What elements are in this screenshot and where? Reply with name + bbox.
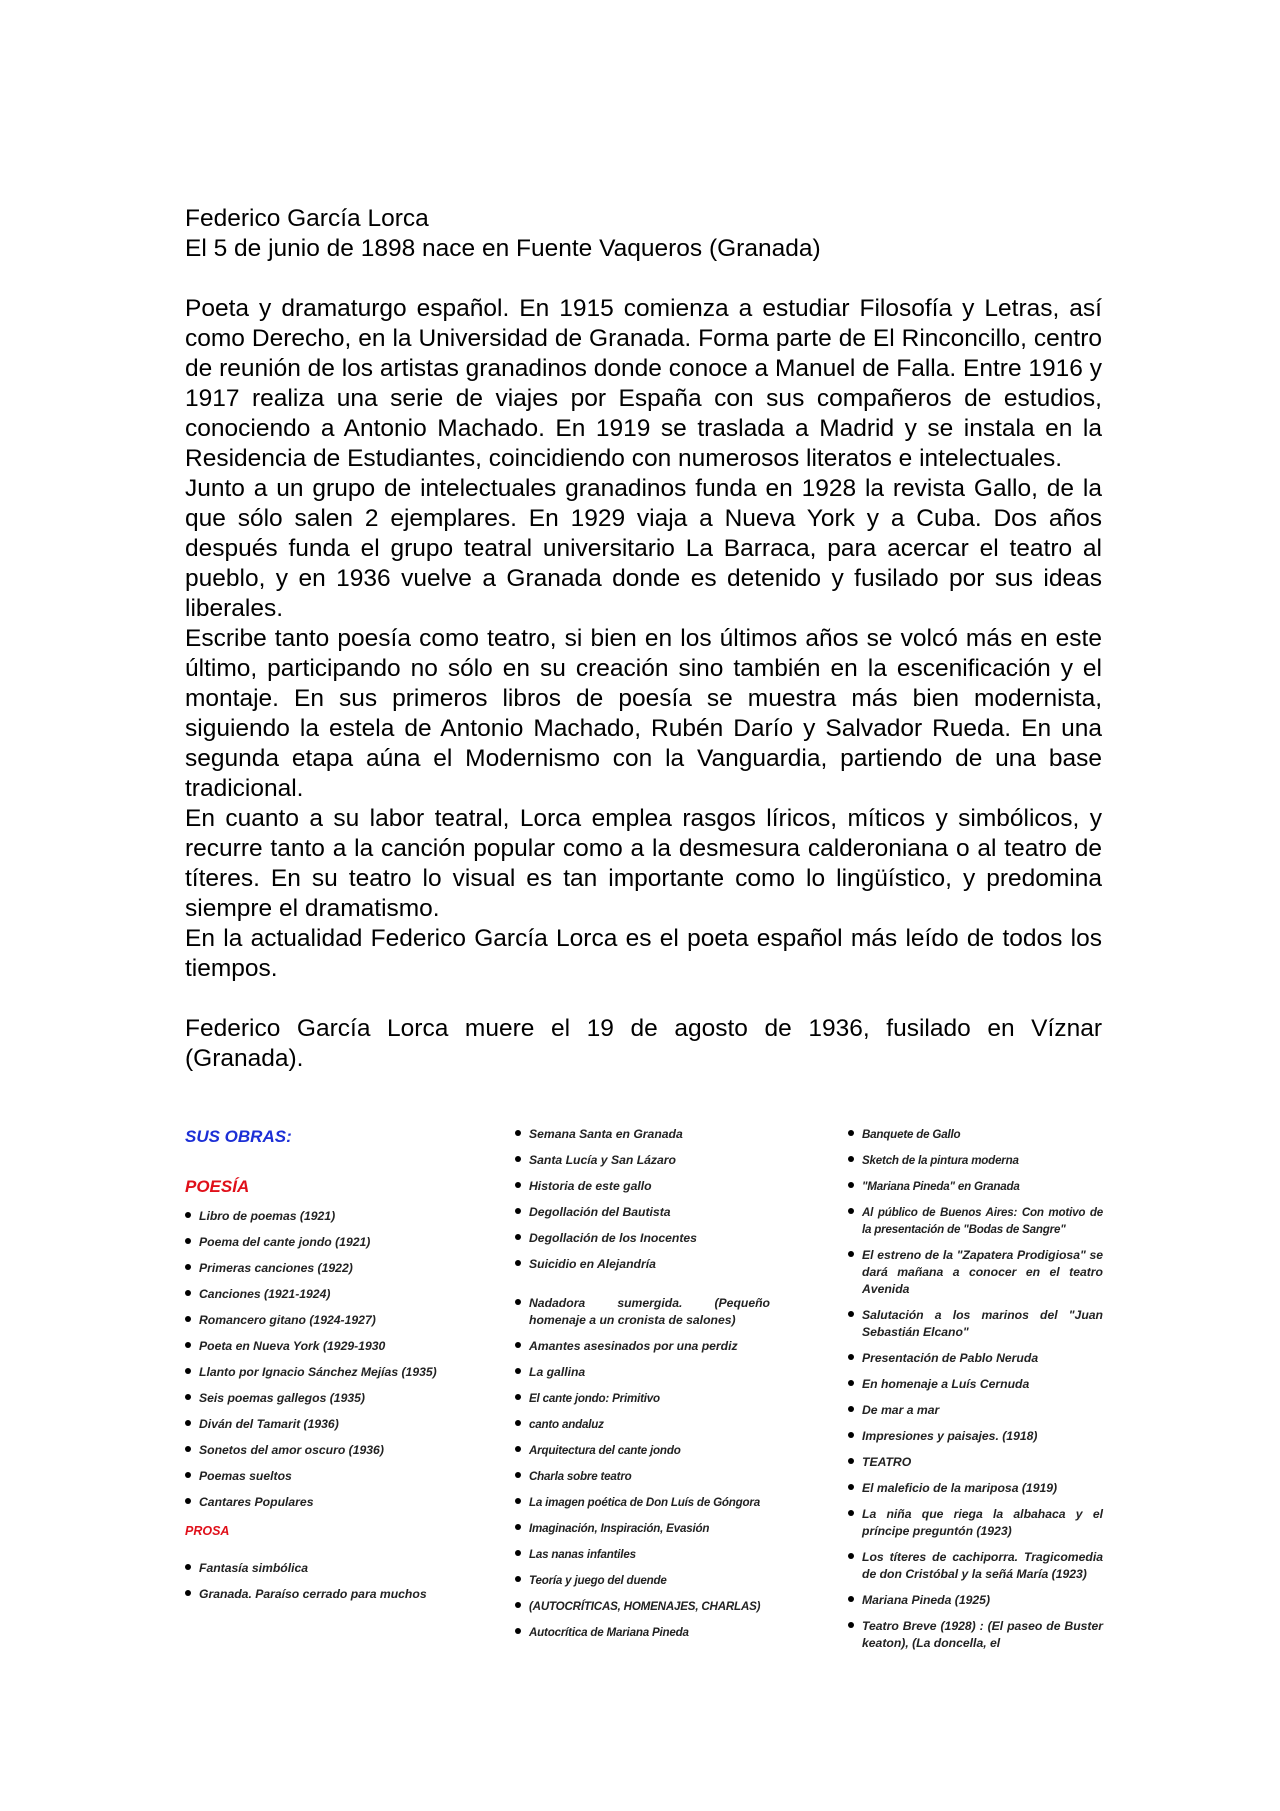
list-item: Arquitectura del cante jondo: [515, 1442, 770, 1459]
list-item: Sketch de la pintura moderna: [848, 1152, 1103, 1169]
list-item: Amantes asesinados por una perdiz: [515, 1338, 770, 1355]
list-item: La gallina: [515, 1364, 770, 1381]
list-item: La niña que riega la albahaca y el príncipe preguntón (1923): [848, 1506, 1103, 1540]
list-item: Primeras canciones (1922): [185, 1260, 440, 1277]
list-item: Libro de poemas (1921): [185, 1208, 440, 1225]
list-item: Las nanas infantiles: [515, 1546, 770, 1563]
list-item: Romancero gitano (1924-1927): [185, 1312, 440, 1329]
list-item: Santa Lucía y San Lázaro: [515, 1152, 770, 1169]
list-item: El estreno de la "Zapatera Prodigiosa" se dará mañana a conocer en el teatro Avenida: [848, 1247, 1103, 1298]
list-item: Imaginación, Inspiración, Evasión: [515, 1520, 770, 1537]
list-item: Banquete de Gallo: [848, 1126, 1103, 1143]
list-item: Fantasía simbólica: [185, 1560, 440, 1577]
list-item: Los títeres de cachiporra. Tragicomedia de don Cristóbal y la señá María (1923): [848, 1549, 1103, 1583]
death-line: Federico García Lorca muere el 19 de agosto de 1936, fusilado en Víznar (Granada).: [185, 1015, 1102, 1072]
list-item: De mar a mar: [848, 1402, 1103, 1419]
poesia-list: [185, 1208, 440, 1511]
paragraph: En la actualidad Federico García Lorca es el poeta español más leído de todos los tiempos.: [185, 925, 1102, 982]
works-column-2: [515, 1126, 770, 1650]
list-item: (AUTOCRÍTICAS, HOMENAJES, CHARLAS): [515, 1598, 770, 1615]
works-list-2: [515, 1126, 770, 1641]
list-item: Semana Santa en Granada: [515, 1126, 770, 1143]
prosa-list: [185, 1560, 440, 1603]
document-title: Federico García Lorca: [185, 205, 429, 232]
list-item: "Mariana Pineda" en Granada: [848, 1178, 1103, 1195]
list-item: Degollación del Bautista: [515, 1204, 770, 1221]
list-item: Llanto por Ignacio Sánchez Mejías (1935): [185, 1364, 440, 1381]
list-item: Diván del Tamarit (1936): [185, 1416, 440, 1433]
list-item: Degollación de los Inocentes: [515, 1230, 770, 1247]
biography-text: [185, 204, 1102, 1074]
paragraph: Poeta y dramaturgo español. En 1915 comienza a estudiar Filosofía y Letras, así como Derecho, en la Universidad de Granada. Forma parte de El Rinconcillo, centro de reunión de los artistas granadinos donde conoce a Manuel de Falla. Entre 1916 y 1917 realiza una serie de viajes por España con sus compañeros de estudios, conociendo a Antonio Machado. En 1919 se traslada a Madrid y se instala en la Residencia de Estudiantes, coincidiendo con numerosos literatos e intelectuales.: [185, 295, 1102, 472]
list-item: Mariana Pineda (1925): [848, 1592, 1103, 1609]
list-item: Poemas sueltos: [185, 1468, 440, 1485]
list-item: El cante jondo: Primitivo: [515, 1390, 770, 1407]
poesia-heading: POESÍA: [185, 1177, 250, 1196]
spacer: [185, 984, 1102, 1014]
list-item: Autocrítica de Mariana Pineda: [515, 1624, 770, 1641]
works-list-3: [848, 1126, 1103, 1652]
paragraph: En cuanto a su labor teatral, Lorca emplea rasgos líricos, míticos y simbólicos, y recurre tanto a la canción popular como a la desmesura calderoniana o al teatro de títeres. En su teatro lo visual es tan importante como lo lingüístico, y predomina siempre el dramatismo.: [185, 805, 1102, 922]
list-item: Canciones (1921-1924): [185, 1286, 440, 1303]
birth-line: El 5 de junio de 1898 nace en Fuente Vaqueros (Granada): [185, 235, 821, 262]
list-item: Granada. Paraíso cerrado para muchos: [185, 1586, 440, 1603]
list-item: Historia de este gallo: [515, 1178, 770, 1195]
paragraph: Junto a un grupo de intelectuales granadinos funda en 1928 la revista Gallo, de la que sólo salen 2 ejemplares. En 1929 viaja a Nueva York y a Cuba. Dos años después funda el grupo teatral universitario La Barraca, para acercar el teatro al pueblo, y en 1936 vuelve a Granada donde es detenido y fusilado por sus ideas liberales.: [185, 475, 1102, 622]
list-item: La imagen poética de Don Luís de Góngora: [515, 1494, 770, 1511]
paragraph: Escribe tanto poesía como teatro, si bien en los últimos años se volcó más en este último, participando no sólo en su creación sino también en la escenificación y el montaje. En sus primeros libros de poesía se muestra más bien modernista, siguiendo la estela de Antonio Machado, Rubén Darío y Salvador Rueda. En una segunda etapa aúna el Modernismo con la Vanguardia, partiendo de una base tradicional.: [185, 625, 1102, 802]
list-item: Poema del cante jondo (1921): [185, 1234, 440, 1251]
list-item: Seis poemas gallegos (1935): [185, 1390, 440, 1407]
list-item: TEATRO: [848, 1454, 1103, 1471]
list-item: Teatro Breve (1928) : (El paseo de Buster keaton), (La doncella, el: [848, 1618, 1103, 1652]
list-item: Presentación de Pablo Neruda: [848, 1350, 1103, 1367]
prosa-heading: PROSA: [185, 1524, 230, 1538]
list-item: canto andaluz: [515, 1416, 770, 1433]
list-item: Cantares Populares: [185, 1494, 440, 1511]
list-item: Suicidio en Alejandría: [515, 1256, 770, 1273]
list-item: Charla sobre teatro: [515, 1468, 770, 1485]
list-item: Impresiones y paisajes. (1918): [848, 1428, 1103, 1445]
list-item: El maleficio de la mariposa (1919): [848, 1480, 1103, 1497]
list-item: Poeta en Nueva York (1929-1930: [185, 1338, 440, 1355]
works-column-3: [848, 1126, 1103, 1661]
works-column-1: [185, 1126, 440, 1612]
list-item: En homenaje a Luís Cernuda: [848, 1376, 1103, 1393]
list-item: Nadadora sumergida. (Pequeño homenaje a un cronista de salones): [515, 1295, 770, 1329]
list-item: Salutación a los marinos del "Juan Sebastián Elcano": [848, 1307, 1103, 1341]
spacer: [185, 264, 1102, 294]
list-item: Al público de Buenos Aires: Con motivo de la presentación de "Bodas de Sangre": [848, 1204, 1103, 1238]
list-item: Sonetos del amor oscuro (1936): [185, 1442, 440, 1459]
list-item: Teoría y juego del duende: [515, 1572, 770, 1589]
works-heading: SUS OBRAS:: [185, 1127, 292, 1146]
